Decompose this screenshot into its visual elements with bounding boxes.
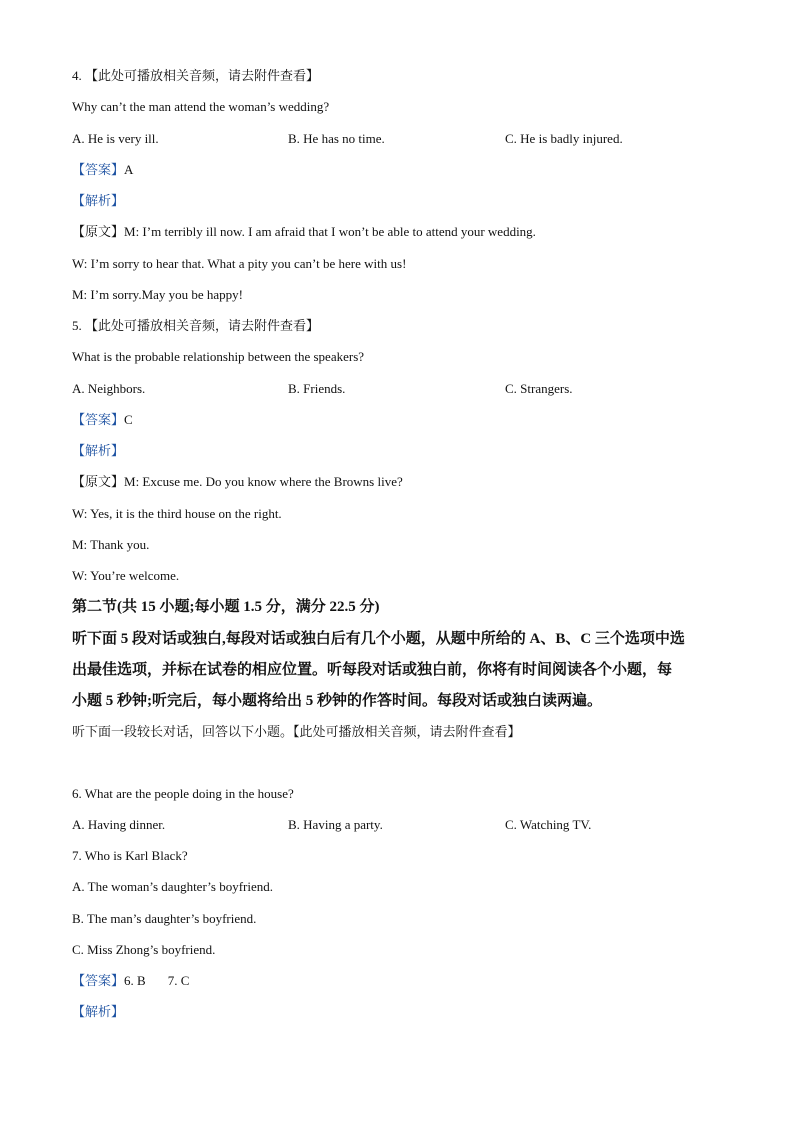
q4-option-a: A. He is very ill. [72, 131, 159, 146]
answer-tag: 【答案】 [72, 973, 125, 988]
group-answer [72, 973, 189, 989]
q4-answer [72, 162, 133, 178]
audio-note: 听下面一段较长对话，回答以下小题。【此处可播放相关音频，请去附件查看】 [72, 724, 521, 739]
q6-option-a: A. Having dinner. [72, 817, 166, 832]
section-instructions-line: 出最佳选项，并标在试卷的相应位置。听每段对话或独白前，你将有时间阅读各个小题，每 [72, 662, 673, 678]
q4-transcript-line: M: I’m sorry.May you be happy! [72, 287, 244, 302]
section-instructions-line: 听下面 5 段对话或独白,每段对话或独白后有几个小题，从题中所给的 A、B、C 三个选项中选 [72, 631, 685, 647]
q4-question: Why can’t the man attend the woman’s wedding? [72, 99, 330, 114]
answer-value: A [124, 162, 134, 177]
answer-tag: 【答案】 [72, 412, 125, 427]
q4-transcript-line [72, 224, 536, 240]
q4-option-c: C. He is badly injured. [505, 131, 623, 146]
section-title: 第二节(共 15 小题;每小题 1.5 分，满分 22.5 分) [72, 599, 380, 615]
answer-tag: 【答案】 [72, 162, 125, 177]
answer-value: C [124, 412, 133, 427]
q5-analysis-tag: 【解析】 [72, 443, 125, 458]
q7-option-a: A. The woman’s daughter’s boyfriend. [72, 879, 273, 894]
transcript-text: M: Excuse me. Do you know where the Browns live? [124, 474, 403, 489]
q7-question: 7. Who is Karl Black? [72, 848, 188, 863]
group-analysis-tag: 【解析】 [72, 1004, 125, 1019]
q5-answer [72, 412, 133, 428]
section-instructions-line: 小题 5 秒钟;听完后，每小题将给出 5 秒钟的作答时间。每段对话或独白读两遍。 [72, 693, 602, 709]
transcript-tag: 【原文】 [72, 474, 125, 489]
q4-analysis-tag: 【解析】 [72, 193, 125, 208]
q4-option-b: B. He has no time. [288, 131, 385, 146]
answer-7: 7. C [167, 973, 190, 988]
transcript-tag: 【原文】 [72, 224, 125, 239]
q5-heading: 5. 【此处可播放相关音频，请去附件查看】 [72, 318, 320, 333]
transcript-text: M: I’m terribly ill now. I am afraid that I won’t be able to attend your wedding. [124, 224, 536, 239]
q6-question: 6. What are the people doing in the house? [72, 786, 294, 801]
q7-option-b: B. The man’s daughter’s boyfriend. [72, 911, 257, 926]
q6-option-b: B. Having a party. [288, 817, 383, 832]
q5-transcript-line: M: Thank you. [72, 537, 150, 552]
answer-6: 6. B [124, 973, 146, 988]
q5-option-a: A. Neighbors. [72, 381, 146, 396]
q4-transcript-line: W: I’m sorry to hear that. What a pity you can’t be here with us! [72, 256, 407, 271]
q5-option-c: C. Strangers. [505, 381, 573, 396]
q5-transcript-line: W: Yes, it is the third house on the right. [72, 506, 282, 521]
q5-question: What is the probable relationship between the speakers? [72, 349, 365, 364]
q5-transcript-line: W: You’re welcome. [72, 568, 180, 583]
q7-option-c: C. Miss Zhong’s boyfriend. [72, 942, 216, 957]
q5-option-b: B. Friends. [288, 381, 346, 396]
q6-option-c: C. Watching TV. [505, 817, 592, 832]
q5-transcript-line [72, 474, 403, 490]
q4-heading: 4. 【此处可播放相关音频，请去附件查看】 [72, 68, 320, 83]
